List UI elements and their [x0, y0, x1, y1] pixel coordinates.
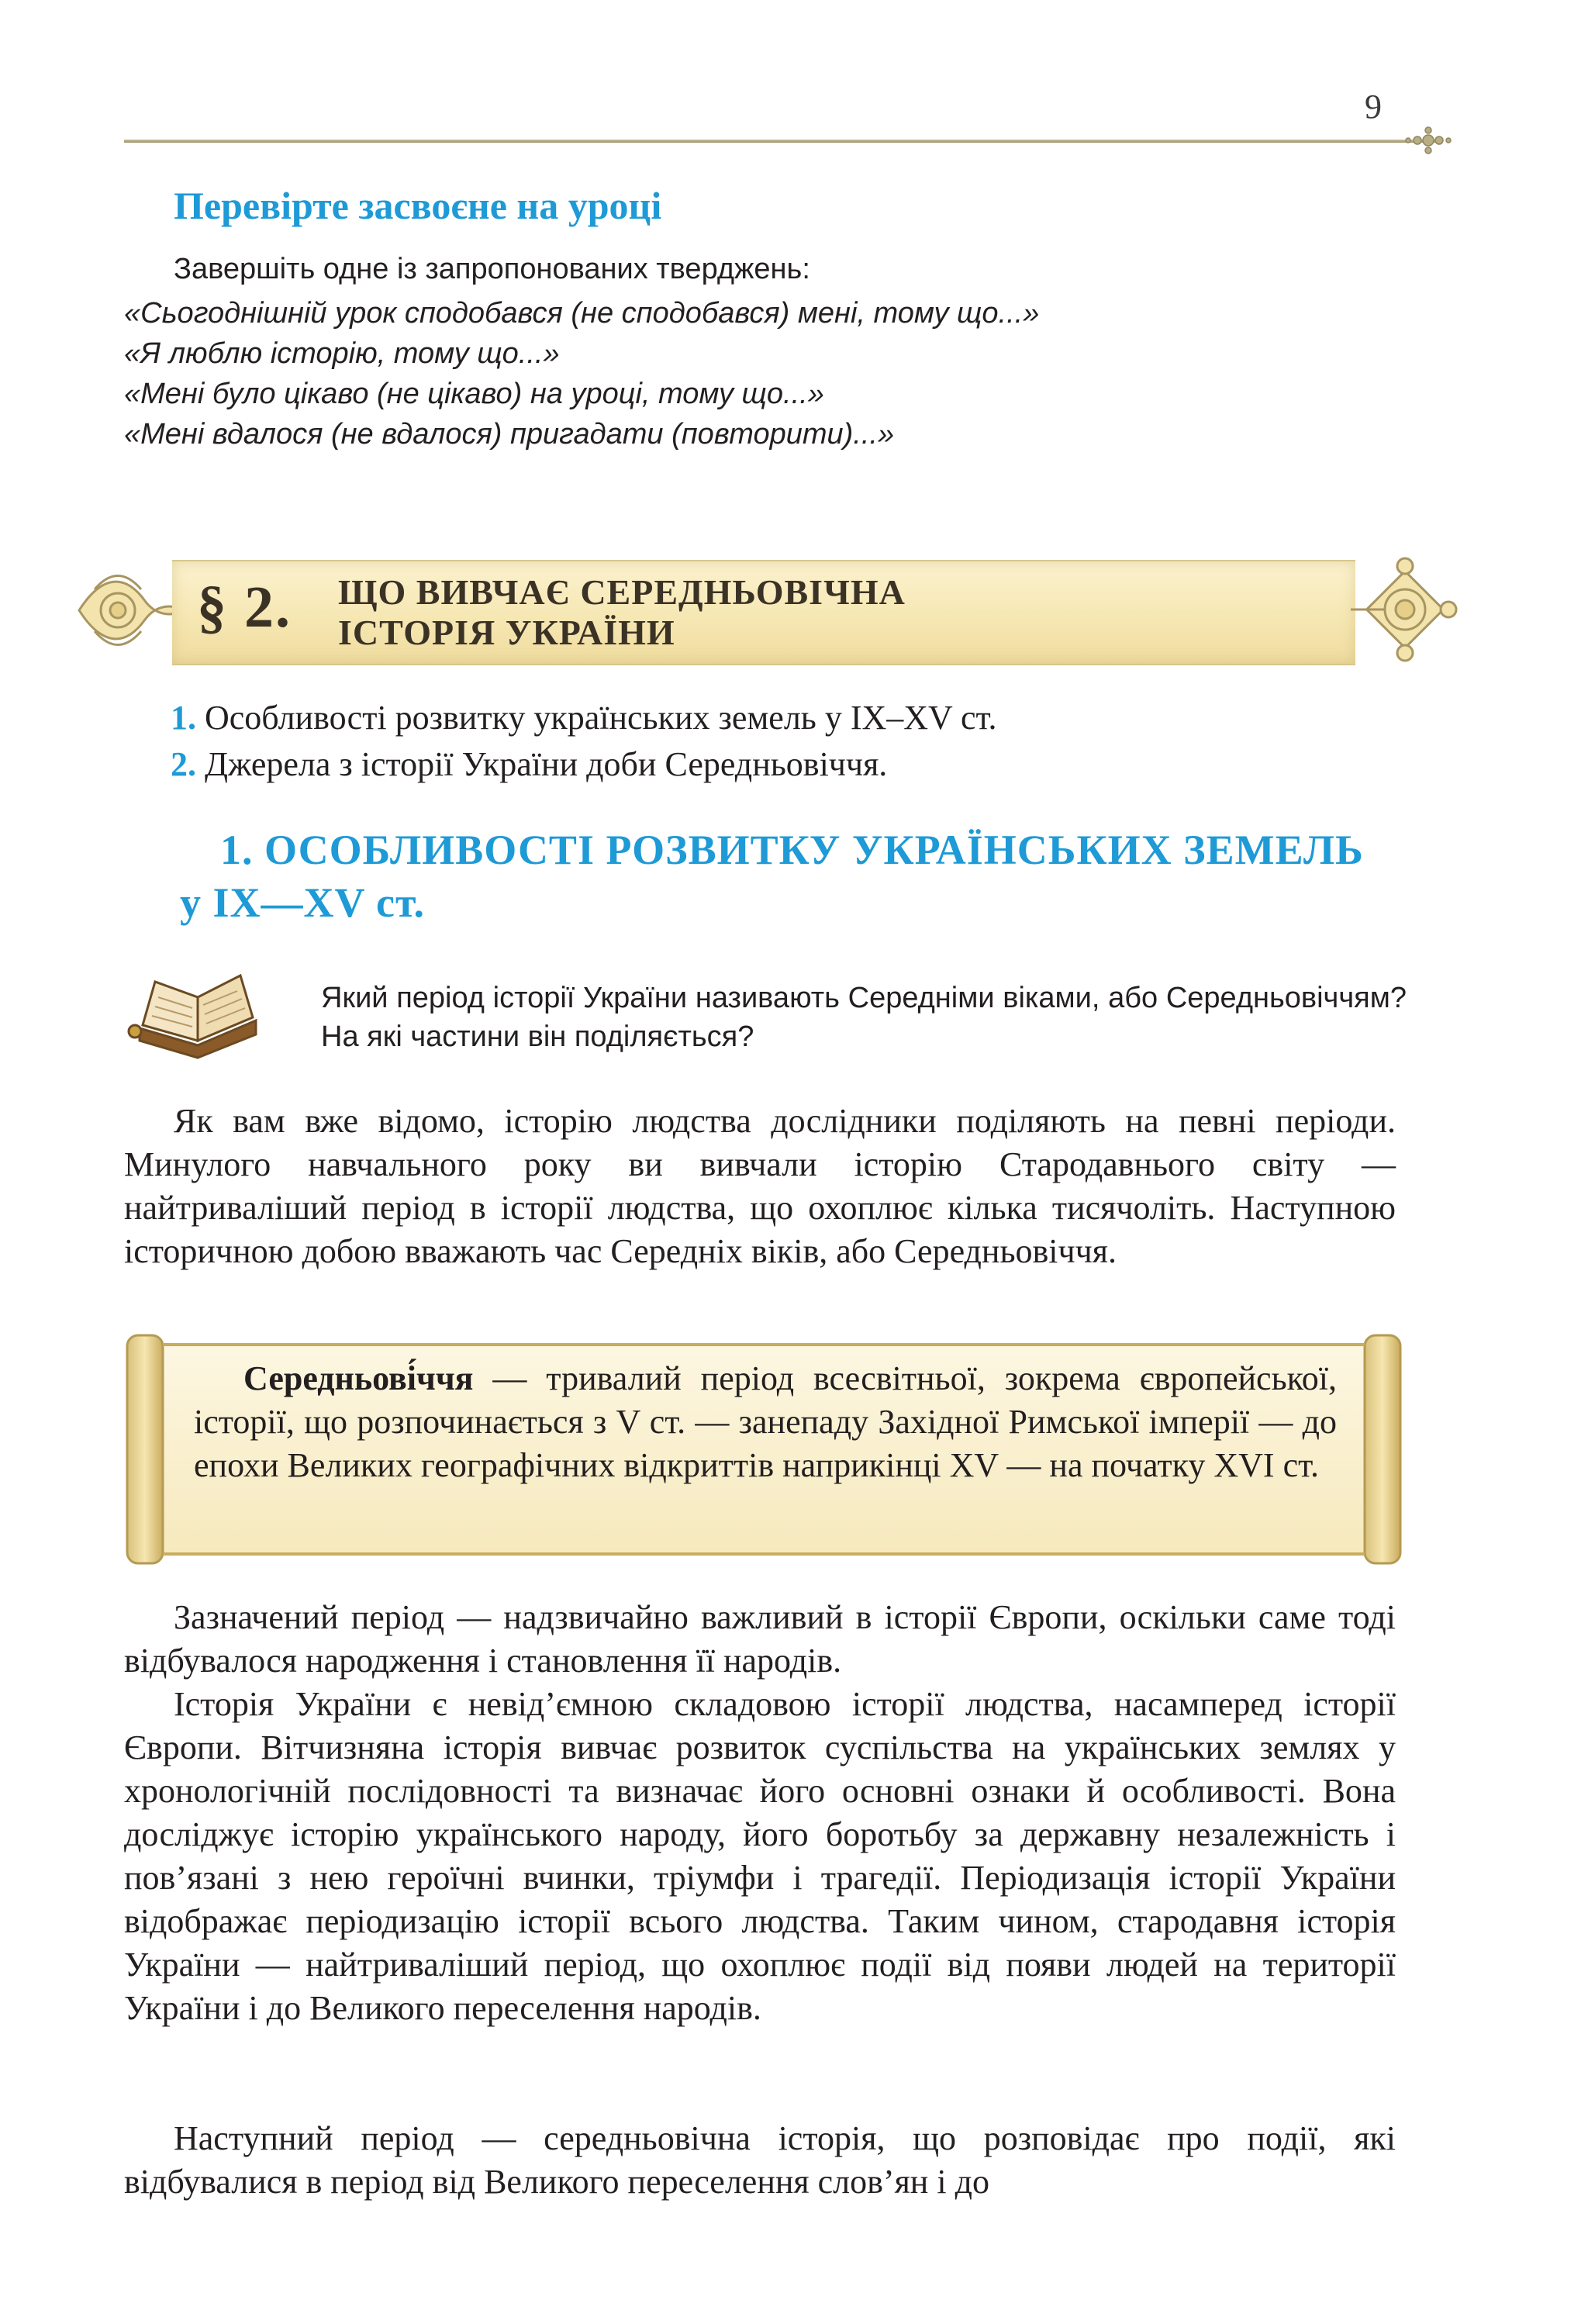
paragraph: Зазначений період — надзвичайно важливий в історії Європи, оскільки саме тоді відбувалося народження і становлення її народів. [124, 1598, 1396, 1680]
review-statement: «Мені було цікаво (не цікаво) на уроці, тому що...» [124, 378, 824, 410]
definition-term: Середньові́ччя [243, 1359, 474, 1397]
review-statements [124, 293, 1039, 454]
review-intro: Завершіть одне із запропонованих тверджень: [174, 253, 810, 285]
page-number: 9 [1365, 88, 1382, 126]
ornament-icon [1402, 123, 1455, 158]
subsection-title [180, 824, 1421, 929]
section-title-line: ЩО ВИВЧАЄ СЕРЕДНЬОВІЧНА [338, 572, 906, 612]
section-plan [171, 695, 996, 788]
section-title-line: ІСТОРІЯ УКРАЇНИ [338, 613, 675, 652]
open-book-icon [124, 974, 271, 1059]
paragraph: Історія України є невід’ємною складовою історії людства, насамперед історії Європи. Вітчизняна історія вивчає розвиток суспільства на українських землях у хронологічній послідовності та визначає його основні ознаки й особливості. Вона досліджує історію українського народу, його боротьбу за державну незалежність і пов’язані з нею героїчні вчинки, тріумфи і трагедії. Періодизація історії України відображає періодизацію історії всього людства. Таким чином, стародавня історія України — найтриваліший період, що охоплює події від появи людей на території України і до Великого переселення народів. [124, 1685, 1396, 2027]
subsection-title-line: у IX—XV ст. [180, 879, 425, 926]
review-title: Перевірте засвоєне на уроці [174, 184, 662, 227]
review-statement: «Я люблю історію, тому що...» [124, 337, 560, 370]
review-statement: «Сьогоднішній урок сподобався (не сподобався) мені, тому що...» [124, 297, 1040, 330]
plan-item [171, 695, 996, 741]
celtic-knot-icon [71, 558, 188, 662]
review-statement: «Мені вдалося (не вдалося) пригадати (повторити)...» [124, 418, 895, 451]
definition [194, 1357, 1337, 1487]
plan-item-text: Особливості розвитку українських земель у IX–XV ст. [205, 699, 997, 737]
question-text: Який період історії України називають Середніми віками, або Середньовіччям? На які частини він поділяється? [321, 982, 1407, 1053]
plan-item-number: 2. [171, 745, 196, 783]
celtic-knot-icon [1351, 555, 1459, 664]
definition-body: — тривалий період всесвітньої, зокрема європейської, історії, що розпочинається з V ст. — занепаду Західної Римської імперії — до епохи Великих географічних відкриттів наприкінці XV — на початку XVI ст. [194, 1359, 1337, 1484]
plan-item-number: 1. [171, 699, 196, 737]
section-number: § 2. [197, 575, 292, 640]
paragraph: Наступний період — середньовічна історія, що розповідає про події, які відбувалися в період від Великого переселення слов’ян і до [124, 2119, 1396, 2201]
paragraph: Як вам вже відомо, історію людства дослідники поділяють на певні періоди. Минулого навчального року ви вивчали історію Стародавнього світу — найтриваліший період в історії людства, що охоплює кілька тисячоліть. Наступною історичною добою вважають час Середніх віків, або Середньовіччя. [124, 1102, 1396, 1270]
plan-item [171, 741, 996, 788]
header-rule [124, 140, 1442, 143]
section-title [338, 572, 906, 653]
plan-item-text: Джерела з історії України доби Середньовіччя. [205, 745, 888, 783]
subsection-title-line: 1. ОСОБЛИВОСТІ РОЗВИТКУ УКРАЇНСЬКИХ ЗЕМЕЛЬ [220, 827, 1364, 873]
